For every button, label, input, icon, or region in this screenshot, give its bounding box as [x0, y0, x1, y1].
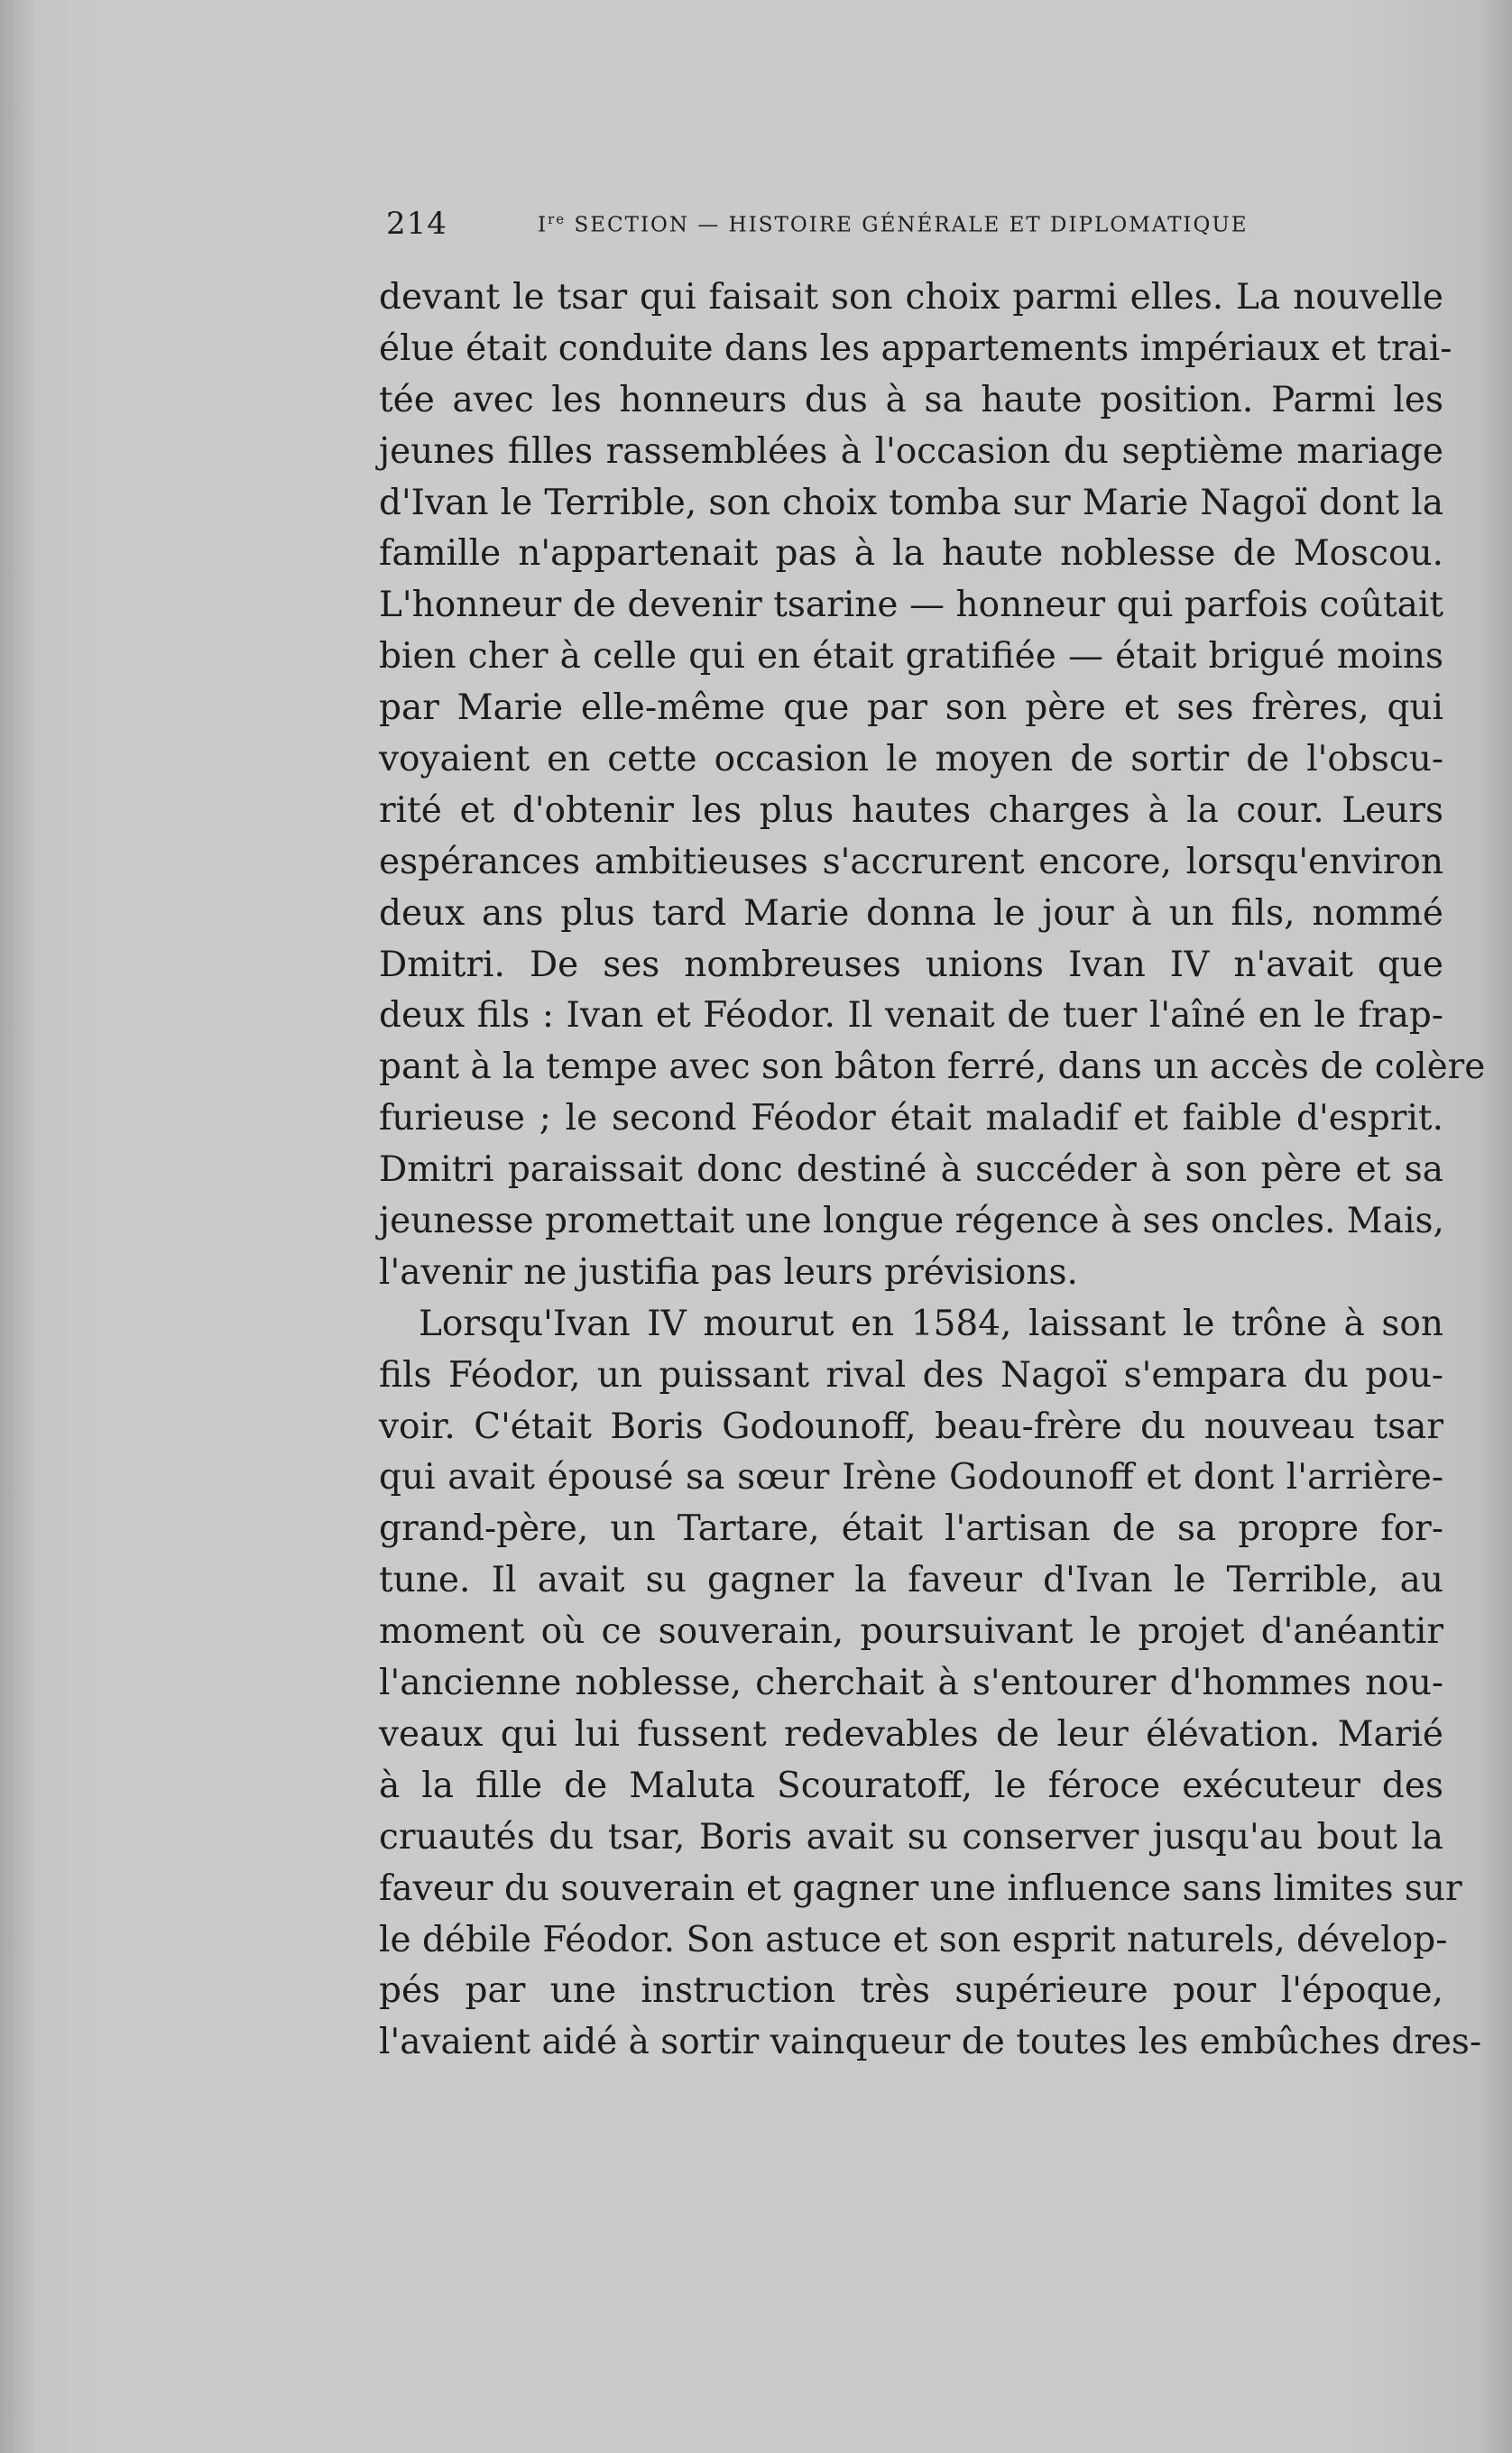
text-line: élue était conduite dans les appartements impériaux et trai-	[379, 327, 1452, 369]
text-line: l'avaient aidé à sortir vainqueur de toutes les embûches dres-	[379, 2022, 1482, 2063]
section-title: SECTION — HISTOIRE GÉNÉRALE ET DIPLOMATIQUE	[566, 213, 1249, 237]
text-line: veaux qui lui fussent redevables de leur élévation. Marié	[379, 1713, 1443, 1755]
text-line: faveur du souverain et gagner une influence sans limites sur	[379, 1867, 1462, 1909]
text-line: tée avec les honneurs dus à sa haute position. Parmi les	[379, 379, 1443, 420]
text-line: d'Ivan le Terrible, son choix tomba sur Marie Nagoï dont la	[379, 482, 1443, 523]
text-line: Dmitri paraissait donc destiné à succéder à son père et sa	[379, 1149, 1443, 1191]
text-line: Lorsqu'Ivan IV mourut en 1584, laissant le trône à son	[419, 1303, 1443, 1344]
text-line: Dmitri. De ses nombreuses unions Ivan IV n'avait que	[379, 944, 1443, 985]
text-line: cruautés du tsar, Boris avait su conserver jusqu'au bout la	[379, 1816, 1443, 1858]
text-line: l'avenir ne justifia pas leurs prévisions.	[379, 1251, 1078, 1293]
text-line: par Marie elle-même que par son père et ses frères, qui	[379, 687, 1443, 729]
text-line: le débile Féodor. Son astuce et son esprit naturels, dévelop-	[379, 1919, 1448, 1960]
text-line: fils Féodor, un puissant rival des Nagoï s'empara du pou-	[379, 1354, 1443, 1396]
text-line: voyaient en cette occasion le moyen de sortir de l'obscu-	[379, 739, 1443, 780]
text-line: pés par une instruction très supérieure pour l'époque,	[379, 1970, 1443, 2012]
text-line: à la fille de Maluta Scouratoff, le féroce exécuteur des	[379, 1765, 1443, 1806]
text-line: qui avait épousé sa sœur Irène Godounoff et dont l'arrière-	[379, 1457, 1443, 1499]
text-line: l'ancienne noblesse, cherchait à s'entourer d'hommes nou-	[379, 1663, 1443, 1704]
text-line: bien cher à celle qui en était gratifiée — était brigué moins	[379, 636, 1443, 678]
text-line: deux ans plus tard Marie donna le jour à un fils, nommé	[379, 892, 1443, 934]
text-line: L'honneur de devenir tsarine — honneur qui parfois coûtait	[379, 585, 1443, 626]
text-line: furieuse ; le second Féodor était maladif et faible d'esprit.	[379, 1098, 1443, 1139]
text-line: moment où ce souverain, poursuivant le projet d'anéantir	[379, 1611, 1443, 1653]
page-header	[386, 200, 1297, 244]
page-number: 214	[386, 206, 447, 242]
text-line: deux fils : Ivan et Féodor. Il venait de tuer l'aîné en le frap-	[379, 995, 1443, 1037]
text-line: pant à la tempe avec son bâton ferré, dans un accès de colère	[379, 1047, 1486, 1088]
text-line: grand-père, un Tartare, était l'artisan de sa propre for-	[379, 1508, 1443, 1550]
running-head	[538, 211, 1249, 237]
text-line: famille n'appartenait pas à la haute noblesse de Moscou.	[379, 533, 1443, 575]
body-text	[379, 272, 1486, 2069]
text-line: devant le tsar qui faisait son choix parmi elles. La nouvelle	[379, 277, 1443, 318]
text-line: jeunes filles rassemblées à l'occasion du septième mariage	[379, 430, 1443, 472]
section-number-superscript: re	[548, 211, 567, 227]
text-line: tune. Il avait su gagner la faveur d'Ivan le Terrible, au	[379, 1560, 1443, 1601]
text-line: rité et d'obtenir les plus hautes charges à la cour. Leurs	[379, 789, 1443, 831]
text-line: voir. C'était Boris Godounoff, beau-frère du nouveau tsar	[379, 1406, 1443, 1447]
section-number: I	[538, 213, 549, 237]
text-line: jeunesse promettait une longue régence à ses oncles. Mais,	[379, 1201, 1444, 1242]
text-line: espérances ambitieuses s'accrurent encore, lorsqu'environ	[379, 841, 1443, 882]
